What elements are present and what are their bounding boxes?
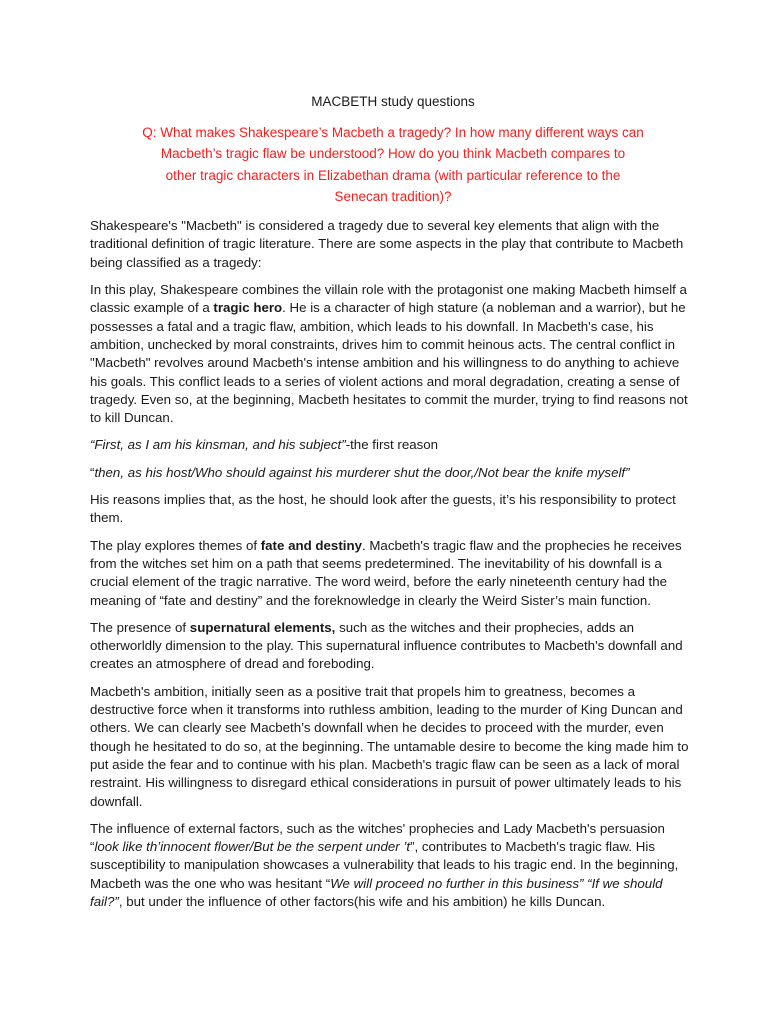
document-title: MACBETH study questions xyxy=(311,94,475,109)
paragraph-text: . Macbeth's tragic flaw and the prophecies he receives from the witches set him on a path that seems predetermined. The inevitability of his downfall is a crucial element of the tragic narrative. The word weird, before the early nineteenth century had the meaning of “fate and destiny” and the foreknowledge in clearly the Weird Sister’s main function. xyxy=(90,537,682,608)
paragraph-supernatural xyxy=(90,619,696,674)
paragraph-fate xyxy=(90,537,696,610)
paragraph-external-factors xyxy=(90,820,696,911)
paragraph-text: In this play, Shakespeare combines the villain role with the protagonist one making Macbeth himself a classic example of a xyxy=(90,282,687,316)
paragraph-intro-text: Shakespeare's "Macbeth" is considered a tragedy due to several key elements that align with the traditional definition of tragic literature. There are some aspects in the play that contribute to Macbeth being classified as a tragedy: xyxy=(90,218,684,270)
quote-note: -the first reason xyxy=(345,437,439,453)
paragraph-ambition xyxy=(90,683,696,811)
question-line-2: Macbeth’s tragic flaw be understood? How do you think Macbeth compares to xyxy=(160,146,626,162)
open-quote: “ xyxy=(90,464,95,480)
paragraph-text: Macbeth's ambition, initially seen as a positive trait that propels him to greatness, becomes a destructive force when it transforms into ruthless ambition, leading to the murder of King Duncan and others. We can clearly see Macbeth’s downfall when he decides to proceed with the murder, even though he hesitated to do so, at the beginning. The untamable desire to become the king made him to put aside the fear and to continue with his plan. Macbeth's tragic flaw can be seen as a lack of moral restraint. His willingness to disregard ethical considerations in pursuit of power ultimately leads to his downfall. xyxy=(90,683,689,809)
quote-text: “First, as I am his kinsman, and his subject” xyxy=(90,437,346,453)
paragraph-text: . He is a character of high stature (a nobleman and a warrior), but he possesses a fatal and a tragic flaw, ambition, which leads to his downfall. In Macbeth's case, his ambition, unchecked by moral constraints, drives him to commit heinous acts. The central conflict in "Macbeth" revolves around Macbeth's intense ambition and his willingness to do anything to achieve his goals. This conflict leads to a series of violent actions and moral degradation, creating a sense of tragedy. Even so, at the beginning, Macbeth hesitates to commit the murder, trying to find reasons not to kill Duncan. xyxy=(90,300,688,426)
quote-first-reason xyxy=(90,436,696,454)
quote-host xyxy=(90,464,696,482)
question-line-3: other tragic characters in Elizabethan drama (with particular reference to the xyxy=(165,167,621,183)
question-line-1: Q: What makes Shakespeare’s Macbeth a tragedy? In how many different ways can xyxy=(142,125,644,140)
paragraph-intro xyxy=(90,217,696,272)
paragraph-text: The presence of xyxy=(90,619,190,635)
quote-text: We will proceed no further in this business” “If we should fail?” xyxy=(90,875,663,909)
paragraph-text: , but under the influence of other factors(his wife and his ambition) he kills Duncan. xyxy=(118,893,606,909)
paragraph-text: The influence of external factors, such as the witches' prophecies and Lady Macbeth's persuasion “ xyxy=(90,820,665,855)
paragraph-text: ”, contributes to Macbeth's tragic flaw. His susceptibility to manipulation showcases a vulnerability that leads to his tragic end. In the beginning, Macbeth was the one who was hesitant “ xyxy=(90,839,679,891)
bold-term-tragic-hero: tragic hero xyxy=(213,300,283,316)
quote-text: then, as his host/Who should against his murderer shut the door,/Not bear the knife myself” xyxy=(94,464,630,480)
paragraph-text: The play explores themes of xyxy=(90,537,261,553)
bold-term-supernatural: supernatural elements, xyxy=(189,619,336,635)
study-question xyxy=(90,122,696,207)
paragraph-text: such as the witches and their prophecies, adds an otherworldly dimension to the play. This supernatural influence contributes to Macbeth's downfall and creates an atmosphere of dread and foreboding. xyxy=(90,619,683,672)
question-line-4: Senecan tradition)? xyxy=(334,188,452,204)
bold-term-fate: fate and destiny xyxy=(260,537,362,553)
paragraph-text: His reasons implies that, as the host, he should look after the guests, it’s his responsibility to protect them. xyxy=(90,492,676,526)
paragraph-reasons xyxy=(90,491,696,528)
paragraph-tragic-hero xyxy=(90,281,696,427)
quote-text: look like th’innocent flower/But be the serpent under ’t xyxy=(94,839,411,855)
